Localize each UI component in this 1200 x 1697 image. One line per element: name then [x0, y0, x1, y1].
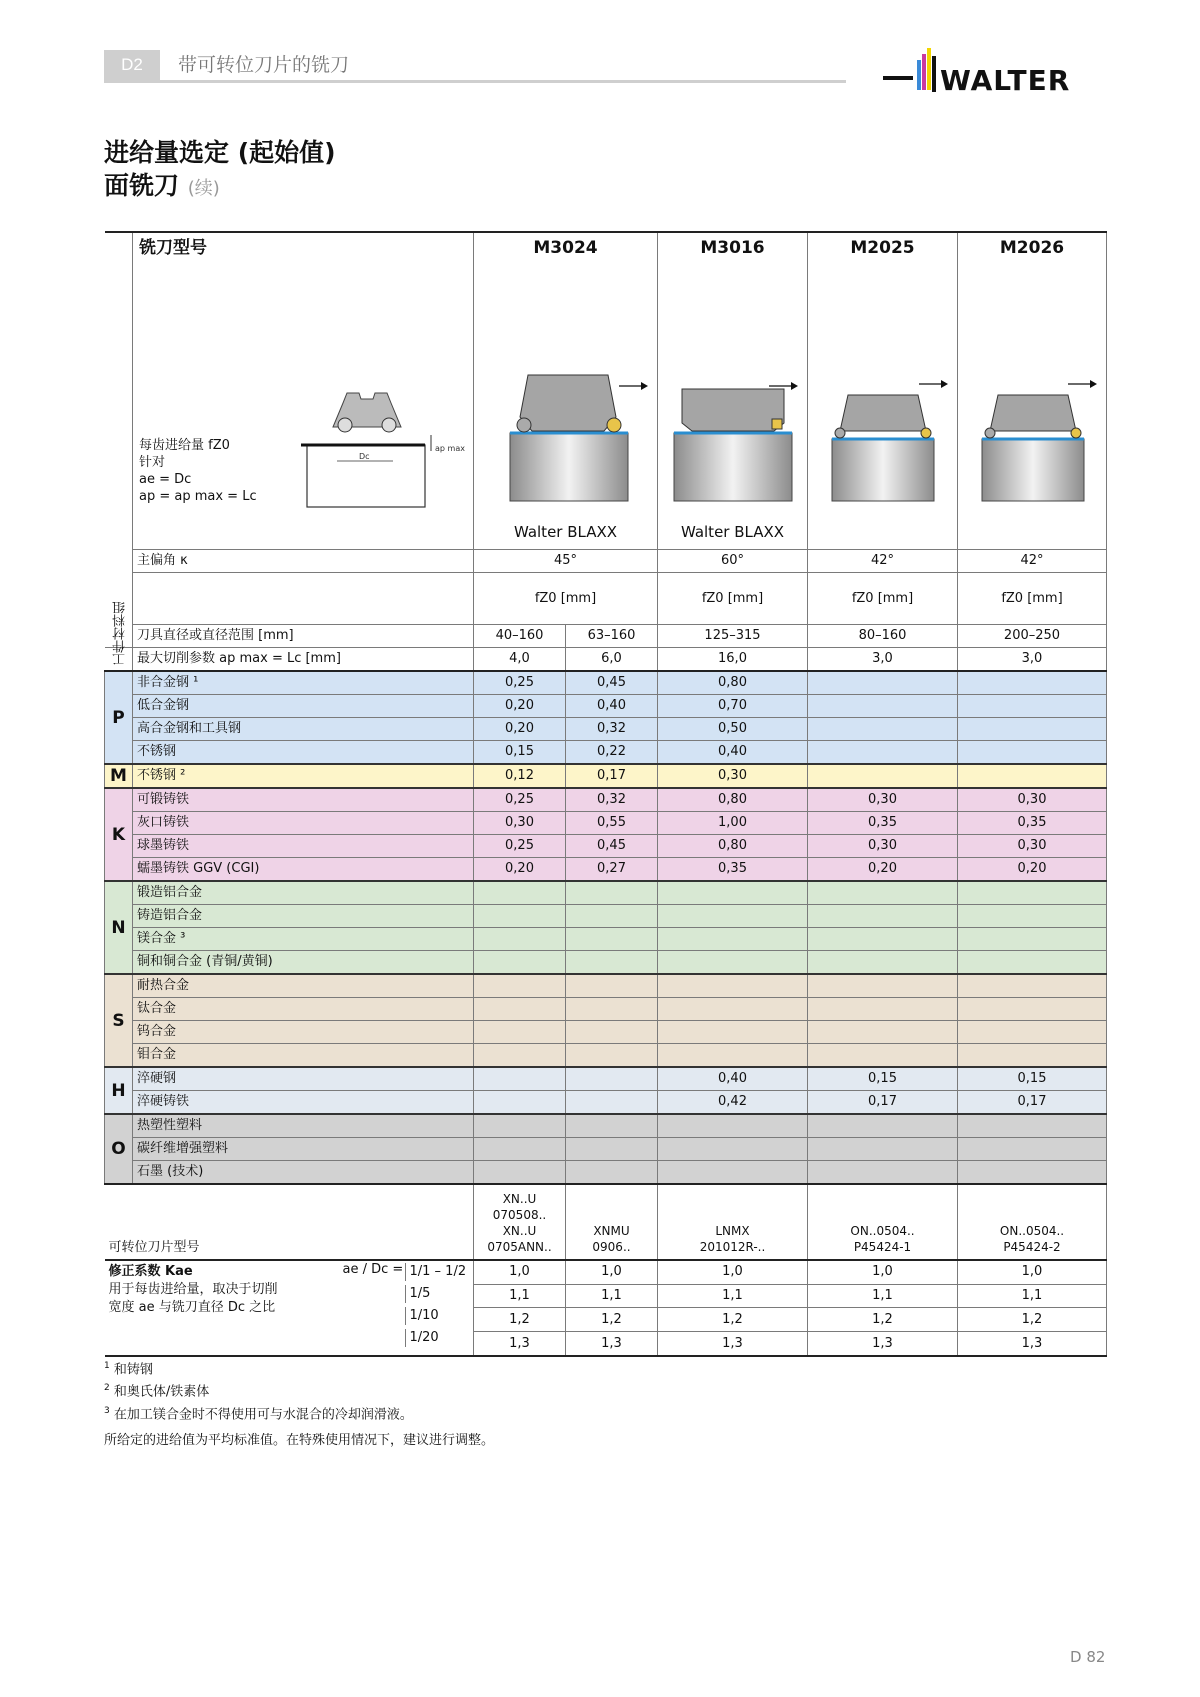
insert-line: XN..U: [502, 1192, 537, 1206]
insert-label-text: 可转位刀片型号: [108, 1240, 200, 1255]
feed-value: [808, 1044, 958, 1068]
feed-value: 0,55: [566, 812, 658, 835]
feed-value: [474, 951, 566, 975]
material-name: 钛合金: [133, 998, 474, 1021]
feed-value: [566, 974, 658, 998]
feed-value: [658, 1021, 808, 1044]
feed-value: [808, 974, 958, 998]
unit-label: fZ0 [mm]: [958, 573, 1107, 625]
group-code: M: [105, 764, 133, 788]
feed-value: [658, 905, 808, 928]
material-name: 耐热合金: [133, 974, 474, 998]
feed-value: [474, 1067, 566, 1091]
caption: Walter BLAXX: [513, 523, 618, 541]
feed-value: 0,35: [808, 812, 958, 835]
feed-value: [958, 1138, 1107, 1161]
depth-value: 3,0: [958, 648, 1107, 672]
feed-value: [566, 1044, 658, 1068]
feed-value: [808, 718, 958, 741]
feed-value: 0,30: [658, 764, 808, 788]
feed-value: [808, 881, 958, 905]
feed-value: 0,17: [566, 764, 658, 788]
page-title: 进给量选定 (起始值): [104, 138, 336, 167]
model-name: M2025: [850, 238, 915, 258]
feed-value: 0,25: [474, 788, 566, 812]
model-name: M3016: [700, 238, 765, 258]
diameter-value: 63–160: [566, 625, 658, 648]
feed-value: [958, 1114, 1107, 1138]
material-name: 铜和铜合金 (青铜/黄铜): [133, 951, 474, 975]
chapter-code: D2: [104, 50, 160, 80]
insert-line: XN..U: [502, 1224, 537, 1238]
insert-line: XNMU: [593, 1224, 630, 1238]
feed-value: [958, 905, 1107, 928]
material-name: 碳纤维增强塑料: [133, 1138, 474, 1161]
page-number: D 82: [1070, 1648, 1106, 1666]
feed-value: 0,25: [474, 671, 566, 695]
feed-value: [474, 1138, 566, 1161]
feed-value: 0,25: [474, 835, 566, 858]
material-name: 钼合金: [133, 1044, 474, 1068]
feed-value: [474, 974, 566, 998]
unit-label-spacer: [133, 573, 474, 625]
feed-value: [566, 1138, 658, 1161]
material-name: 非合金钢 ¹: [133, 671, 474, 695]
feed-value: [474, 1021, 566, 1044]
feed-value: [808, 1114, 958, 1138]
diameter-value: 40–160: [474, 625, 566, 648]
insert-line: 0906..: [592, 1240, 631, 1254]
group-code: K: [105, 788, 133, 881]
diameter-value: 200–250: [958, 625, 1107, 648]
ratio-value: 1/1 – 1/2: [405, 1263, 444, 1281]
feed-value: 0,32: [566, 718, 658, 741]
feed-value: 0,27: [566, 858, 658, 882]
feed-value: [808, 951, 958, 975]
model-name: M2026: [999, 238, 1065, 258]
model-cell-M3024: [474, 232, 658, 550]
feed-value: [958, 671, 1107, 695]
feed-value: 0,45: [566, 835, 658, 858]
feed-value: [474, 1114, 566, 1138]
feed-value: 0,20: [474, 718, 566, 741]
feed-value: 0,32: [566, 788, 658, 812]
feed-value: [958, 1021, 1107, 1044]
chapter-title: 带可转位刀片的铣刀: [178, 54, 350, 76]
feed-value: [808, 764, 958, 788]
feed-value: 0,40: [658, 1067, 808, 1091]
angle-label: 主偏角 κ: [133, 550, 474, 573]
insert-type: [566, 1184, 658, 1260]
feed-per-tooth-label: 每齿进给量 fZ0: [139, 438, 230, 453]
material-name: 石墨 (技术): [133, 1161, 474, 1185]
feed-value: 0,80: [658, 788, 808, 812]
feed-value: 0,15: [474, 741, 566, 765]
feed-value: [808, 1138, 958, 1161]
unit-label: fZ0 [mm]: [658, 573, 808, 625]
feed-value: 0,30: [958, 788, 1107, 812]
feed-value: 0,30: [808, 788, 958, 812]
feed-value: [808, 671, 958, 695]
angle-value: 45°: [474, 550, 658, 573]
cutter-image-M2025: [830, 391, 936, 507]
feed-value: 0,12: [474, 764, 566, 788]
feed-arrow-icon: [919, 379, 949, 389]
feed-value: 0,50: [658, 718, 808, 741]
feed-value: [566, 905, 658, 928]
material-name: 可锻铸铁: [133, 788, 474, 812]
feed-value: [958, 1044, 1107, 1068]
feed-value: 0,35: [658, 858, 808, 882]
kae-value: 1,3: [474, 1332, 566, 1356]
group-code: N: [105, 881, 133, 974]
kae-value: 1,0: [958, 1260, 1107, 1284]
feed-value: 0,35: [958, 812, 1107, 835]
feed-value: 0,30: [808, 835, 958, 858]
feed-value: [658, 881, 808, 905]
model-label: 铣刀型号: [139, 238, 207, 258]
cutter-image-M3024: [508, 371, 630, 503]
kae-value: 1,0: [474, 1260, 566, 1284]
feed-value: [474, 928, 566, 951]
kae-value: 1,0: [566, 1260, 658, 1284]
diameter-value: 125–315: [658, 625, 808, 648]
feed-value: [958, 974, 1107, 998]
insert-type: [474, 1184, 566, 1260]
feed-value: [566, 951, 658, 975]
feed-value: [808, 1161, 958, 1185]
kae-value: 1,3: [808, 1332, 958, 1356]
feed-value: [658, 1138, 808, 1161]
feed-value: [958, 881, 1107, 905]
depth-value: 3,0: [808, 648, 958, 672]
insert-label: [105, 1184, 474, 1260]
feed-value: 0,45: [566, 671, 658, 695]
depth-value: 4,0: [474, 648, 566, 672]
model-name: M3024: [533, 238, 598, 258]
feed-value: 0,20: [958, 858, 1107, 882]
material-name: 蠕墨铸铁 GGV (CGI): [133, 858, 474, 882]
material-name: 不锈钢: [133, 741, 474, 765]
feed-value: [808, 928, 958, 951]
feed-value: [808, 741, 958, 765]
feed-value: [958, 928, 1107, 951]
kae-value: 1,2: [808, 1308, 958, 1332]
continued-label: (续): [187, 178, 220, 199]
model-header-cell: [133, 232, 474, 550]
feed-value: 0,22: [566, 741, 658, 765]
feed-value: [566, 1067, 658, 1091]
feed-value: [474, 905, 566, 928]
feed-value: [566, 998, 658, 1021]
kae-desc-2: 宽度 ae 与铣刀直径 Dc 之比: [108, 1300, 276, 1315]
feed-value: [566, 1114, 658, 1138]
feed-value: [566, 1021, 658, 1044]
feed-value: 0,20: [808, 858, 958, 882]
feed-value: 0,20: [474, 695, 566, 718]
diameter-value: 80–160: [808, 625, 958, 648]
feed-value: [474, 1091, 566, 1115]
material-name: 钨合金: [133, 1021, 474, 1044]
kae-value: 1,1: [474, 1284, 566, 1308]
page-subtitle: [104, 170, 220, 205]
kae-title: 修正系数 Kae: [108, 1264, 193, 1279]
feed-value: 0,30: [958, 835, 1107, 858]
caption: Walter BLAXX: [680, 523, 785, 541]
group-code: H: [105, 1067, 133, 1114]
model-cell-M2025: [808, 232, 958, 550]
feed-value: 0,40: [658, 741, 808, 765]
feed-value: [658, 1114, 808, 1138]
kae-value: 1,0: [808, 1260, 958, 1284]
depth-value: 6,0: [566, 648, 658, 672]
kae-value: 1,3: [566, 1332, 658, 1356]
feed-value: [474, 1044, 566, 1068]
angle-value: 60°: [658, 550, 808, 573]
kae-value: 1,3: [958, 1332, 1107, 1356]
feed-value: [658, 1044, 808, 1068]
feed-value: [566, 1161, 658, 1185]
kae-value: 1,1: [658, 1284, 808, 1308]
kae-value: 1,0: [658, 1260, 808, 1284]
group-code: O: [105, 1114, 133, 1184]
feed-value: 1,00: [658, 812, 808, 835]
cutting-diagram: [301, 381, 471, 511]
material-name: 淬硬铸铁: [133, 1091, 474, 1115]
feed-value: [474, 881, 566, 905]
material-name: 不锈钢 ²: [133, 764, 474, 788]
feed-value: [566, 928, 658, 951]
feed-value: [958, 764, 1107, 788]
footnote-1: $^1$ 和铸钢: [104, 1361, 153, 1378]
material-name: 镁合金 ³: [133, 928, 474, 951]
feed-value: 0,15: [958, 1067, 1107, 1091]
kae-value: 1,1: [958, 1284, 1107, 1308]
feed-value: [958, 1161, 1107, 1185]
angle-value: 42°: [958, 550, 1107, 573]
insert-line: P45424-2: [1003, 1240, 1061, 1254]
kae-value: 1,1: [566, 1284, 658, 1308]
brand-text: WALTER: [940, 64, 1071, 97]
feed-value: [658, 998, 808, 1021]
diagram-legend: [139, 437, 257, 505]
feed-value: [958, 951, 1107, 975]
angle-value: 42°: [808, 550, 958, 573]
feed-value: [808, 1021, 958, 1044]
feed-value: [958, 695, 1107, 718]
ratio-value: 1/5: [405, 1285, 444, 1303]
feed-value: [474, 998, 566, 1021]
kae-value: 1,2: [474, 1308, 566, 1332]
feed-value: 0,80: [658, 835, 808, 858]
feed-value: [958, 741, 1107, 765]
material-name: 锻造铝合金: [133, 881, 474, 905]
feed-value: [474, 1161, 566, 1185]
unit-label: fZ0 [mm]: [474, 573, 658, 625]
feed-value: [808, 905, 958, 928]
ratio-label: ae / Dc =: [342, 1262, 404, 1277]
feed-value: 0,17: [958, 1091, 1107, 1115]
model-cell-M2026: [958, 232, 1107, 550]
diameter-label: 刀具直径或直径范围 [mm]: [133, 625, 474, 648]
feed-arrow-icon: [1068, 379, 1098, 389]
model-cell-M3016: [658, 232, 808, 550]
feed-value: [808, 695, 958, 718]
footnote-3: $^3$ 在加工镁合金时不得使用可与水混合的冷却润滑液。: [104, 1405, 413, 1422]
kae-label: [105, 1260, 474, 1356]
group-code: S: [105, 974, 133, 1067]
header-rule: [104, 80, 846, 83]
feed-value: 0,40: [566, 695, 658, 718]
subtitle-text: 面铣刀: [104, 171, 180, 200]
group-axis-label: 工件材料组: [112, 601, 128, 666]
feed-value: 0,15: [808, 1067, 958, 1091]
kae-value: 1,2: [566, 1308, 658, 1332]
feed-value: 0,17: [808, 1091, 958, 1115]
feed-value: 0,20: [474, 858, 566, 882]
material-name: 球墨铸铁: [133, 835, 474, 858]
insert-line: LNMX: [715, 1224, 750, 1238]
insert-line: 070508..: [492, 1208, 547, 1222]
footnotes: [104, 1357, 413, 1424]
cutter-image-M3016: [672, 379, 794, 503]
footnote-2: $^2$ 和奥氏体/铁素体: [104, 1383, 210, 1400]
ap-max-mark: ap max: [435, 444, 465, 453]
feed-value: 0,80: [658, 671, 808, 695]
feed-value: 0,70: [658, 695, 808, 718]
feed-arrow-icon: [619, 381, 649, 391]
insert-type: [808, 1184, 958, 1260]
feed-value: [808, 998, 958, 1021]
kae-desc-1: 用于每齿进给量，取决于切削: [108, 1282, 278, 1297]
ratio-value: 1/10: [405, 1307, 444, 1325]
ratio-value: 1/20: [405, 1329, 444, 1347]
feed-value: [658, 951, 808, 975]
walter-logo: [880, 44, 1110, 104]
feed-value: 0,30: [474, 812, 566, 835]
kae-value: 1,2: [658, 1308, 808, 1332]
material-name: 热塑性塑料: [133, 1114, 474, 1138]
feed-table: [104, 231, 1106, 1357]
ae-label: ae = Dc: [139, 472, 192, 487]
depth-value: 16,0: [658, 648, 808, 672]
material-name: 低合金钢: [133, 695, 474, 718]
feed-value: [958, 998, 1107, 1021]
feed-arrow-icon: [769, 381, 799, 391]
material-name: 淬硬钢: [133, 1067, 474, 1091]
material-name: 灰口铸铁: [133, 812, 474, 835]
kae-value: 1,3: [658, 1332, 808, 1356]
kae-value: 1,2: [958, 1308, 1107, 1332]
feed-value: [566, 1091, 658, 1115]
material-name: 铸造铝合金: [133, 905, 474, 928]
insert-line: 201012R-..: [699, 1240, 766, 1254]
group-code: P: [105, 671, 133, 764]
insert-type: [658, 1184, 808, 1260]
feed-value: [958, 718, 1107, 741]
for-label: 针对: [139, 455, 166, 470]
feed-value: 0,42: [658, 1091, 808, 1115]
group-axis-cell: [105, 601, 133, 672]
feed-value: [658, 974, 808, 998]
dc-mark: Dc: [359, 452, 370, 461]
insert-line: ON..0504..: [850, 1224, 915, 1238]
feed-value: [658, 928, 808, 951]
insert-line: ON..0504..: [999, 1224, 1065, 1238]
unit-label: fZ0 [mm]: [808, 573, 958, 625]
insert-line: P45424-1: [853, 1240, 912, 1254]
remark: 所给定的进给值为平均标准值。在特殊使用情况下，建议进行调整。: [104, 1433, 495, 1448]
insert-line: 0705ANN..: [487, 1240, 552, 1254]
ap-label: ap = ap max = Lc: [139, 489, 257, 504]
kae-value: 1,1: [808, 1284, 958, 1308]
feed-value: [566, 881, 658, 905]
material-name: 高合金钢和工具钢: [133, 718, 474, 741]
feed-value: [658, 1161, 808, 1185]
cutter-image-M2026: [980, 391, 1086, 507]
axis-spacer: [105, 232, 133, 648]
insert-type: [958, 1184, 1107, 1260]
depth-label: 最大切削参数 ap max = Lc [mm]: [133, 648, 474, 672]
